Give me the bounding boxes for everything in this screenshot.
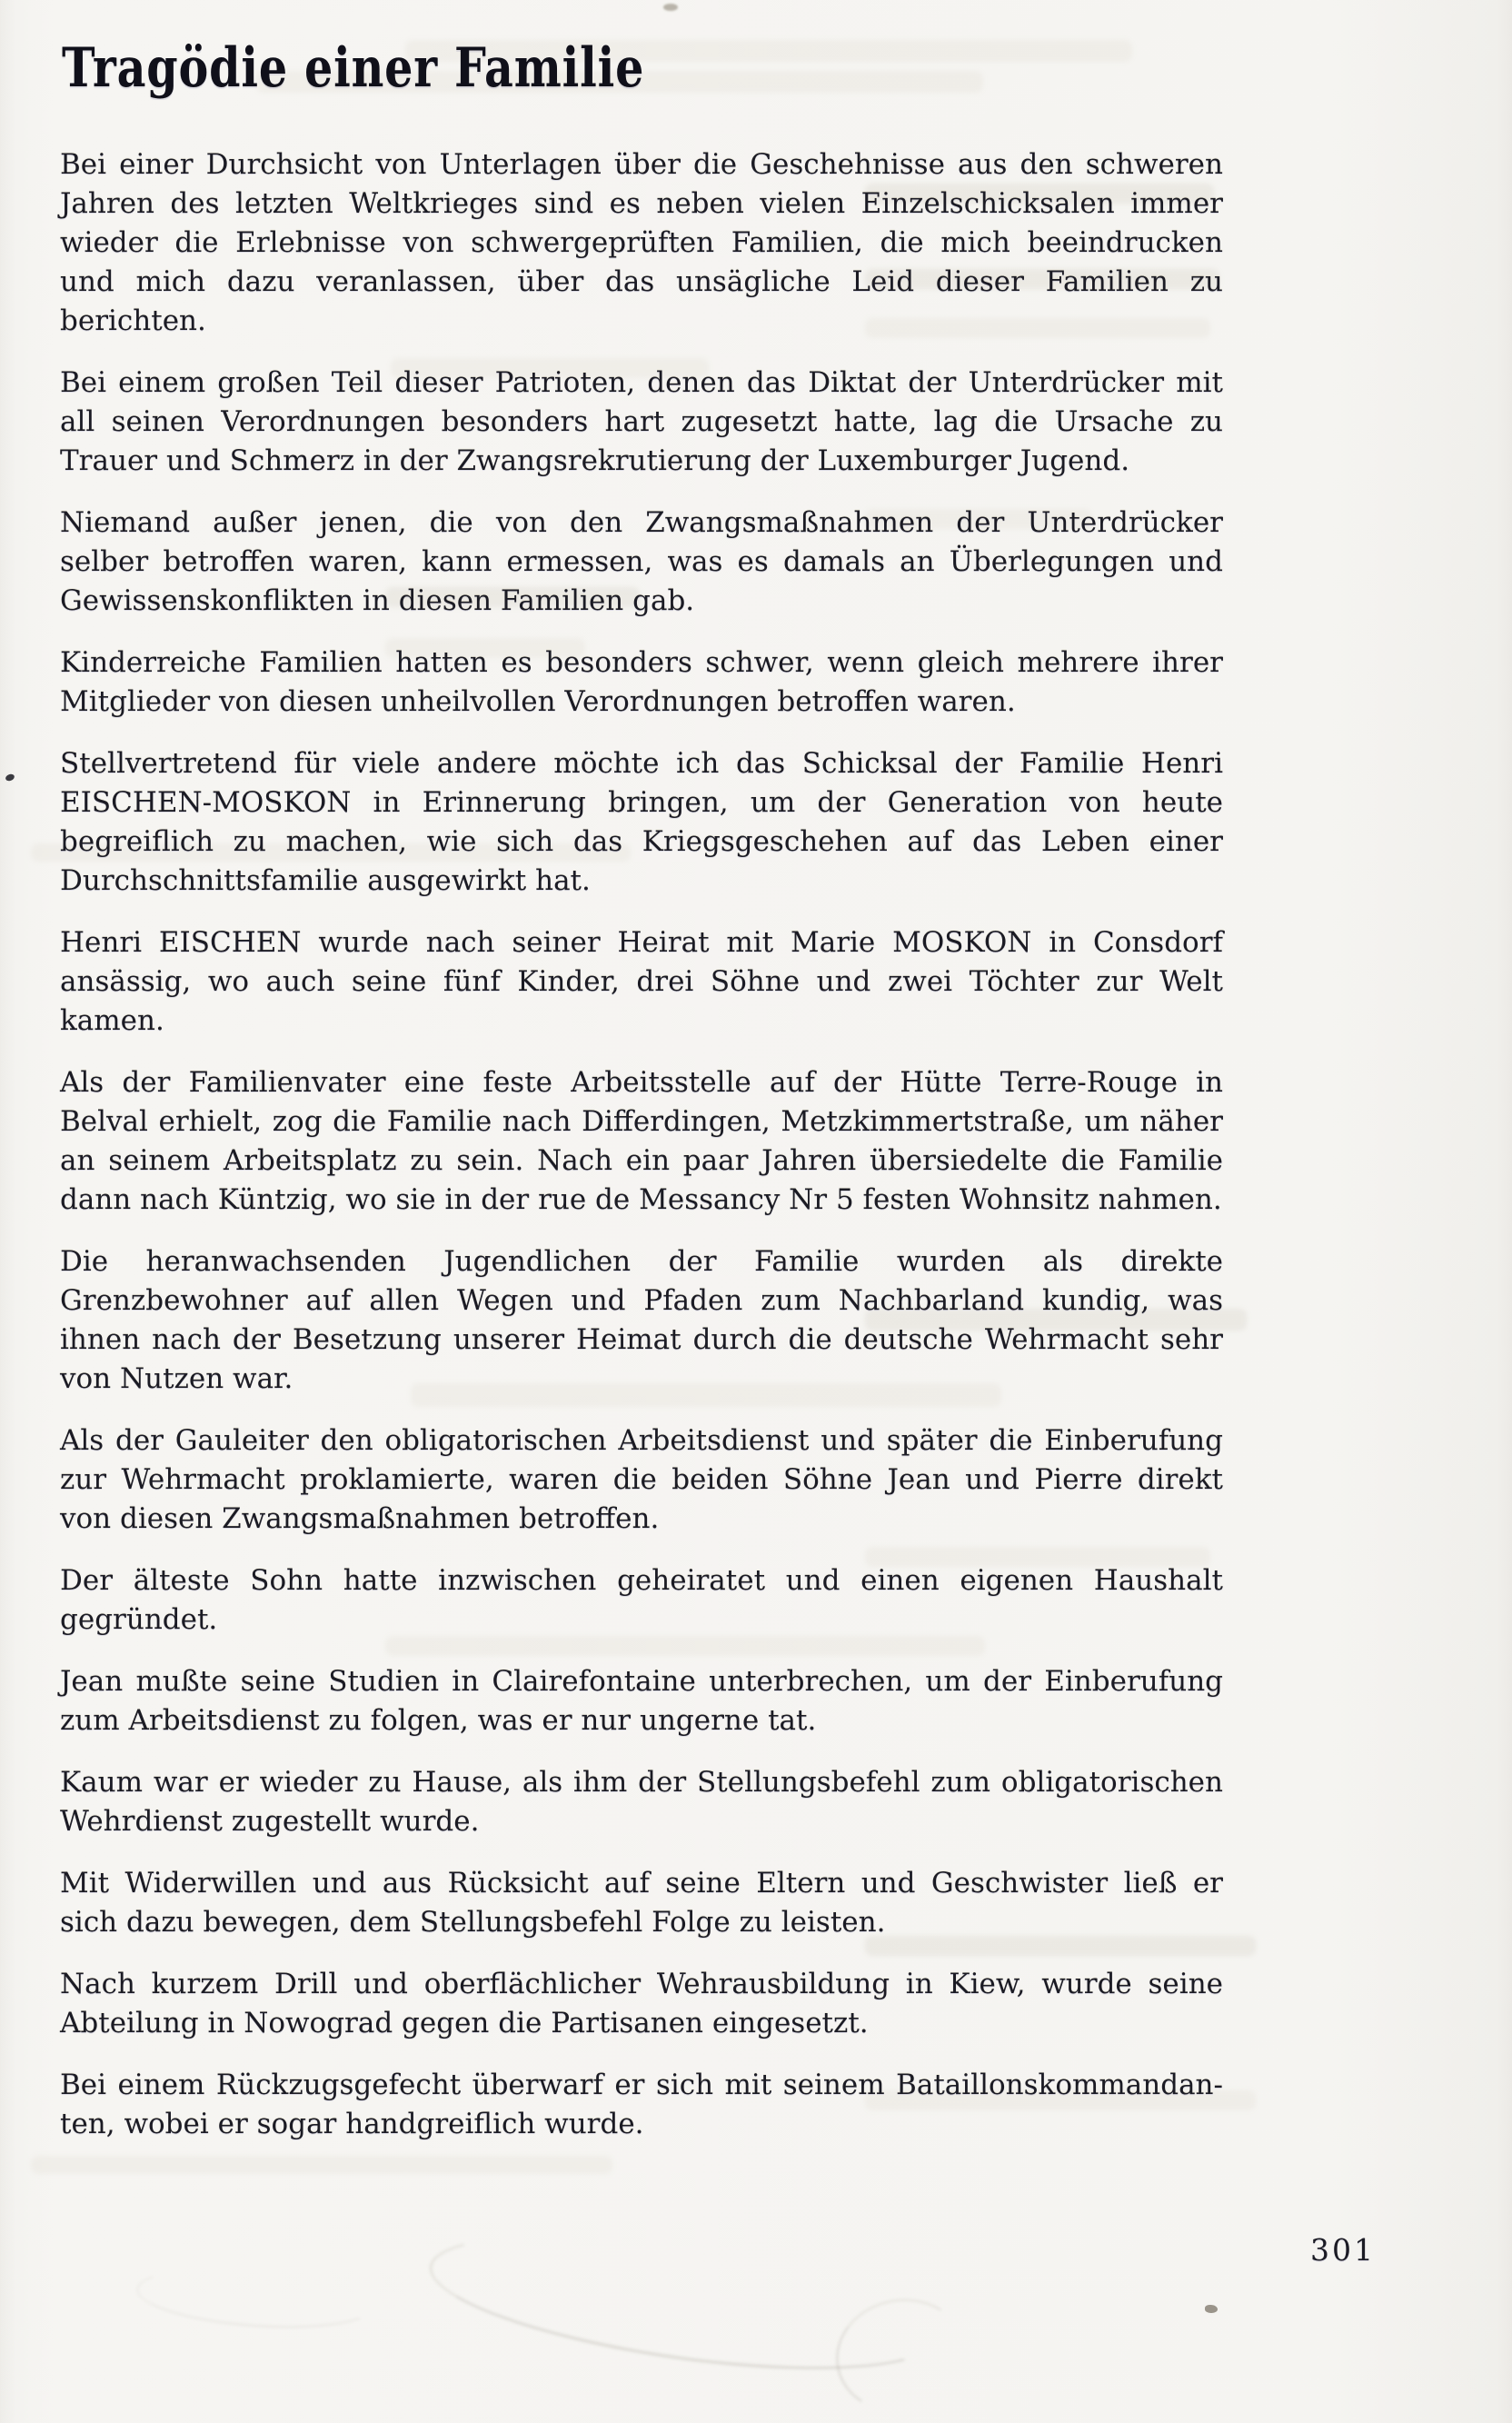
text-line: EISCHEN-MOSKON in Erinnerung bringen, um der Generation von heute: [60, 786, 1223, 819]
paragraph: [60, 2066, 1223, 2144]
article-body: [60, 145, 1223, 2167]
paragraph: [60, 1063, 1223, 1220]
pencil-smudge: [134, 2260, 378, 2335]
paragraph: [60, 643, 1223, 722]
text-line: gegründet.: [60, 1603, 218, 1636]
text-line: zur Wehrmacht proklamierte, waren die beiden Söhne Jean und Pierre direkt: [60, 1463, 1223, 1496]
text-line: ihnen nach der Besetzung unserer Heimat durch die deutsche Wehrmacht sehr: [60, 1323, 1223, 1356]
text-line: Trauer und Schmerz in der Zwangsrekrutierung der Luxemburger Jugend.: [60, 444, 1130, 477]
scan-speck: [5, 773, 15, 783]
paragraph: [60, 1421, 1223, 1539]
scan-speck: [663, 4, 678, 11]
text-line: ten, wobei er sogar handgreiflich wurde.: [60, 2108, 644, 2140]
text-line: Wehrdienst zugestellt wurde.: [60, 1805, 480, 1838]
text-line: von Nutzen war.: [60, 1362, 293, 1395]
text-line: selber betroffen waren, kann ermessen, was es damals an Überlegungen und: [60, 545, 1223, 578]
paragraph: [60, 1864, 1223, 1942]
text-line: Bei einem großen Teil dieser Patrioten, denen das Diktat der Unterdrücker mit: [60, 366, 1223, 399]
text-line: Durchschnittsfamilie ausgewirkt hat.: [60, 864, 591, 897]
paragraph: [60, 1965, 1223, 2043]
text-line: Stellvertretend für viele andere möchte ich das Schicksal der Familie Henri: [60, 747, 1223, 780]
text-line: Jahren des letzten Weltkrieges sind es neben vielen Einzelschicksalen immer: [60, 187, 1223, 220]
text-line: an seinem Arbeitsplatz zu sein. Nach ein paar Jahren übersiedelte die Familie: [60, 1144, 1223, 1177]
text-line: von diesen Zwangsmaßnahmen betroffen.: [60, 1502, 660, 1535]
paragraph: [60, 504, 1223, 621]
page-number: 301: [1310, 2232, 1376, 2268]
text-line: wieder die Erlebnisse von schwergeprüften Familien, die mich beeindrucken: [60, 226, 1223, 259]
text-line: Die heranwachsenden Jugendlichen der Familie wurden als direkte: [60, 1245, 1223, 1278]
text-line: Kinderreiche Familien hatten es besonders schwer, wenn gleich mehrere ihrer: [60, 646, 1223, 679]
text-line: zum Arbeitsdienst zu folgen, was er nur ungerne tat.: [60, 1704, 817, 1737]
page-title: Tragödie einer Familie: [62, 36, 645, 100]
text-line: all seinen Verordnungen besonders hart zugesetzt hatte, lag die Ursache zu: [60, 405, 1223, 438]
text-line: Mit Widerwillen und aus Rücksicht auf seine Eltern und Geschwister ließ er: [60, 1867, 1223, 1900]
paragraph: [60, 923, 1223, 1041]
text-line: und mich dazu veranlassen, über das unsägliche Leid dieser Familien zu: [60, 265, 1223, 298]
text-line: Gewissenskonflikten in diesen Familien gab.: [60, 584, 695, 617]
text-line: Bei einem Rückzugsgefecht überwarf er sich mit seinem Bataillonskommandan-: [60, 2069, 1223, 2101]
scan-speck: [1205, 2305, 1218, 2313]
text-line: Als der Familienvater eine feste Arbeitsstelle auf der Hütte Terre-Rouge in: [60, 1066, 1223, 1099]
text-line: begreiflich zu machen, wie sich das Kriegsgeschehen auf das Leben einer: [60, 825, 1223, 858]
paragraph: [60, 1242, 1223, 1399]
paragraph: [60, 1561, 1223, 1640]
text-line: Der älteste Sohn hatte inzwischen geheiratet und einen eigenen Haushalt: [60, 1564, 1223, 1597]
text-line: Mitglieder von diesen unheilvollen Verordnungen betroffen waren.: [60, 685, 1016, 718]
text-line: Nach kurzem Drill und oberflächlicher Wehrausbildung in Kiew, wurde seine: [60, 1968, 1223, 2000]
text-line: Kaum war er wieder zu Hause, als ihm der Stellungsbefehl zum obligatorischen: [60, 1766, 1223, 1799]
text-line: ansässig, wo auch seine fünf Kinder, drei Söhne und zwei Töchter zur Welt: [60, 965, 1223, 998]
text-line: dann nach Küntzig, wo sie in der rue de Messancy Nr 5 festen Wohnsitz nahmen.: [60, 1183, 1222, 1216]
text-line: sich dazu bewegen, dem Stellungsbefehl Folge zu leisten.: [60, 1906, 886, 1939]
text-line: Henri EISCHEN wurde nach seiner Heirat mit Marie MOSKON in Consdorf: [60, 926, 1223, 959]
paragraph: [60, 145, 1223, 341]
text-line: Grenzbewohner auf allen Wegen und Pfaden zum Nachbarland kundig, was: [60, 1284, 1223, 1317]
paragraph: [60, 364, 1223, 481]
paragraph: [60, 1662, 1223, 1740]
paragraph: [60, 1763, 1223, 1841]
text-line: Niemand außer jenen, die von den Zwangsmaßnahmen der Unterdrücker: [60, 506, 1223, 539]
text-line: Abteilung in Nowograd gegen die Partisanen eingesetzt.: [60, 2007, 869, 2039]
paragraph: [60, 744, 1223, 901]
text-line: Belval erhielt, zog die Familie nach Differdingen, Metzkimmertstraße, um näher: [60, 1105, 1223, 1138]
text-line: berichten.: [60, 304, 206, 337]
text-line: Bei einer Durchsicht von Unterlagen über die Geschehnisse aus den schweren: [60, 148, 1223, 181]
text-line: Jean mußte seine Studien in Clairefontaine unterbrechen, um der Einberufung: [60, 1665, 1223, 1698]
text-line: Als der Gauleiter den obligatorischen Arbeitsdienst und später die Einberufung: [60, 1424, 1223, 1457]
text-line: kamen.: [60, 1004, 164, 1037]
